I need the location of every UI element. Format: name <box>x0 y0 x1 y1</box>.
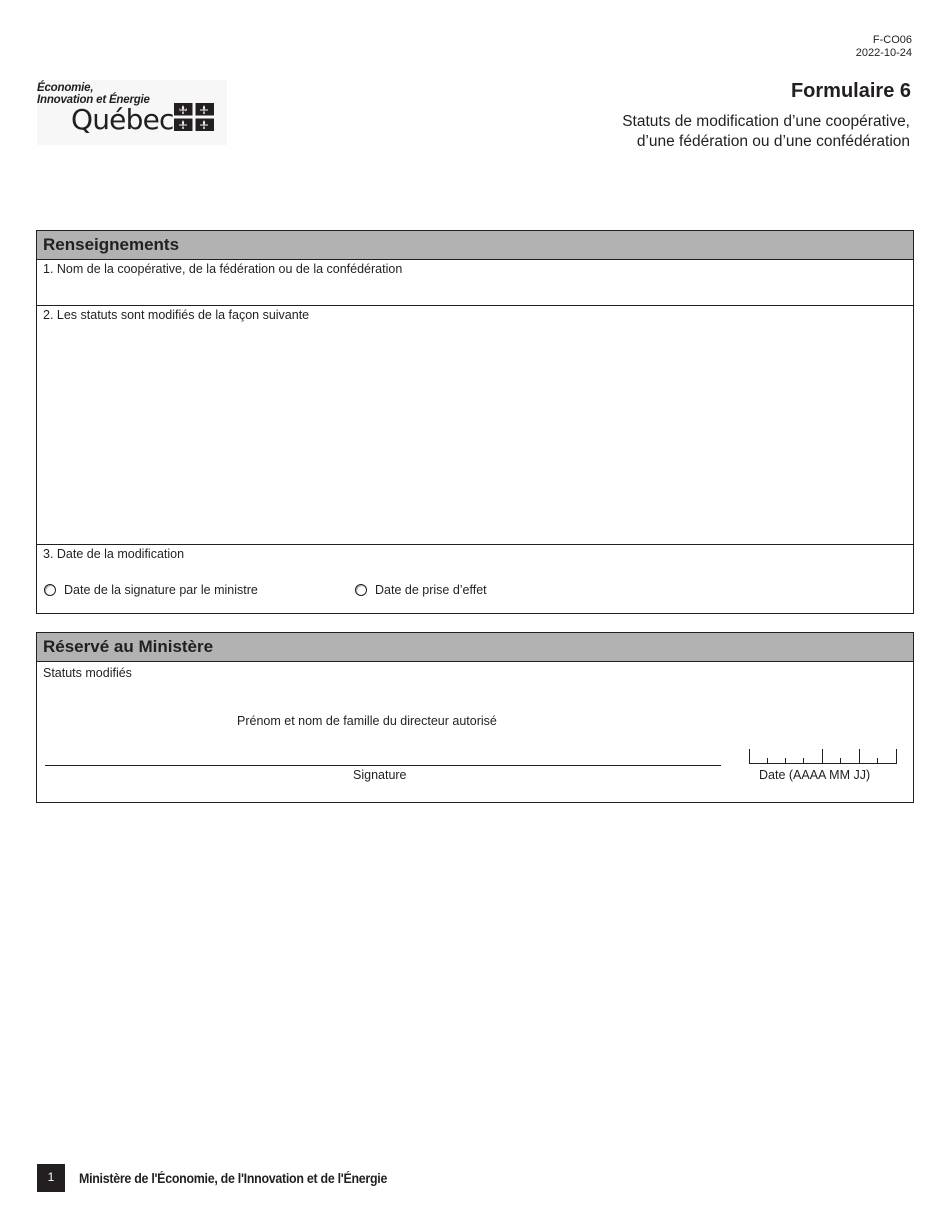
form-code-block <box>856 34 912 60</box>
logo-quebec-wordmark: Québec <box>71 103 174 136</box>
radio-circle-icon[interactable] <box>44 584 56 596</box>
subtitle-line-2: d’une fédération ou d’une confédération <box>636 133 910 150</box>
radio-prise-effet[interactable] <box>355 583 487 597</box>
ministry-footer: Ministère de l'Économie, de l'Innovation et de l'Énergie <box>79 1171 388 1186</box>
quebec-logo <box>37 80 227 145</box>
statuts-modifies-label: Statuts modifiés <box>43 666 132 680</box>
signature-line[interactable] <box>45 765 721 766</box>
modification-date-field <box>37 545 913 613</box>
date-entry-box[interactable] <box>749 749 897 764</box>
page-number: 1 <box>37 1164 65 1192</box>
radio-effet-label: Date de prise d’effet <box>375 583 487 597</box>
form-title: Formulaire 6 <box>790 80 911 102</box>
director-name-label: Prénom et nom de famille du directeur autorisé <box>237 714 497 728</box>
cooperative-name-field[interactable] <box>37 260 913 306</box>
form-code: F-CO06 <box>872 34 912 46</box>
modifications-label: 2. Les statuts sont modifiés de la façon suivante <box>43 308 310 322</box>
quebec-flag-icon <box>174 103 214 131</box>
reserve-heading: Réservé au Ministère <box>37 633 913 662</box>
form-subtitle <box>510 112 910 152</box>
modification-date-label: 3. Date de la modification <box>43 547 185 561</box>
cooperative-name-label: 1. Nom de la coopérative, de la fédération ou de la confédération <box>43 262 403 276</box>
subtitle-line-1: Statuts de modification d’une coopérative, <box>622 113 910 130</box>
modifications-field[interactable] <box>37 306 913 545</box>
signature-label: Signature <box>353 768 407 782</box>
form-version-date: 2022-10-24 <box>855 47 912 59</box>
radio-circle-icon[interactable] <box>355 584 367 596</box>
logo-line-2: Innovation et Énergie <box>37 94 150 106</box>
reserve-body <box>37 662 913 802</box>
radio-signature-ministre[interactable] <box>44 583 258 597</box>
reserve-ministere-section <box>36 632 914 803</box>
radio-signature-label: Date de la signature par le ministre <box>64 583 258 597</box>
renseignements-heading: Renseignements <box>37 231 913 260</box>
date-format-label: Date (AAAA MM JJ) <box>759 768 871 782</box>
logo-line-1: Économie, <box>37 82 94 94</box>
renseignements-section <box>36 230 914 614</box>
